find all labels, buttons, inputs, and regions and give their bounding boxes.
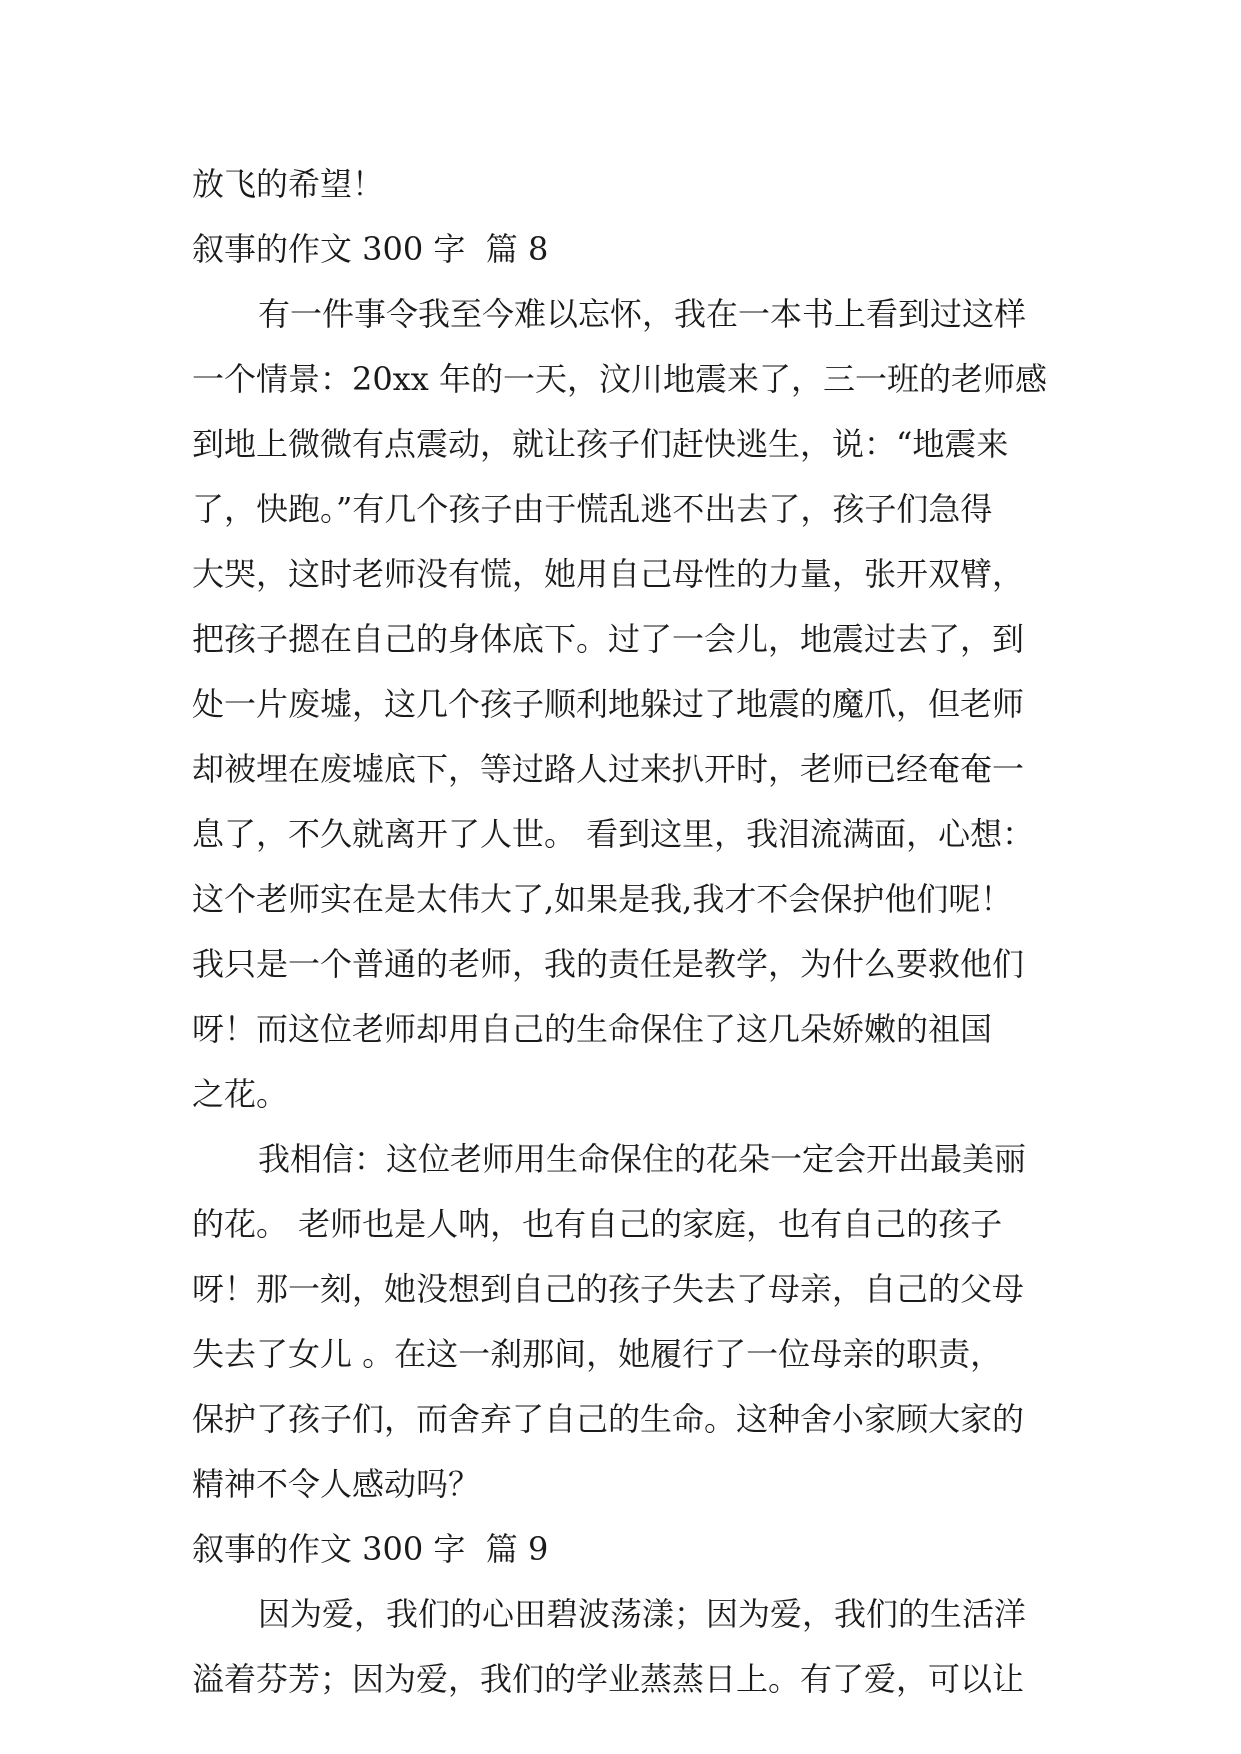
- text-line: 溢着芬芳；因为爱，我们的学业蒸蒸日上。有了爱，可以让: [192, 1660, 1025, 1698]
- text-line: 这个老师实在是太伟大了,如果是我,我才不会保护他们呢！: [192, 880, 1013, 918]
- text-line: 到地上微微有点震动，就让孩子们赶快逃生，说：“地震来: [192, 425, 1009, 463]
- text-line: 失去了女儿 。在这一刹那间，她履行了一位母亲的职责，: [192, 1335, 1003, 1373]
- text-line: 大哭，这时老师没有慌，她用自己母性的力量，张开双臂，: [192, 555, 1025, 593]
- text-line: 息了，不久就离开了人世。 看到这里，我泪流满面，心想：: [192, 815, 1035, 853]
- text-line: 放飞的希望！: [192, 165, 385, 203]
- paragraph-first-line: 我相信：这位老师用生命保住的花朵一定会开出最美丽: [258, 1140, 1027, 1178]
- document-body: [192, 152, 1052, 1712]
- section-heading: 叙事的作文 300 字 篇 9: [192, 1530, 549, 1568]
- paragraph-first-line: 因为爱，我们的心田碧波荡漾；因为爱，我们的生活洋: [258, 1595, 1027, 1633]
- text-line: 一个情景：20xx 年的一天，汶川地震来了，三一班的老师感: [192, 360, 1047, 398]
- text-line: 精神不令人感动吗？: [192, 1465, 481, 1503]
- text-line: 之花。: [192, 1075, 289, 1113]
- text-line: 把孩子摁在自己的身体底下。过了一会儿，地震过去了，到: [192, 620, 1025, 658]
- text-line: 处一片废墟，这几个孩子顺利地躲过了地震的魔爪，但老师: [192, 685, 1025, 723]
- text-line: 却被埋在废墟底下，等过路人过来扒开时，老师已经奄奄一: [192, 750, 1025, 788]
- text-line: 的花。 老师也是人呐，也有自己的家庭，也有自己的孩子: [192, 1205, 1003, 1243]
- paragraph-first-line: 有一件事令我至今难以忘怀，我在一本书上看到过这样: [258, 295, 1027, 333]
- text-line: 保护了孩子们，而舍弃了自己的生命。这种舍小家顾大家的: [192, 1400, 1025, 1438]
- text-line: 呀！那一刻，她没想到自己的孩子失去了母亲，自己的父母: [192, 1270, 1025, 1308]
- text-line: 了，快跑。”有几个孩子由于慌乱逃不出去了，孩子们急得: [192, 490, 993, 528]
- text-line: 我只是一个普通的老师，我的责任是教学，为什么要救他们: [192, 945, 1025, 983]
- text-line: 呀！而这位老师却用自己的生命保住了这几朵娇嫩的祖国: [192, 1010, 993, 1048]
- section-heading: 叙事的作文 300 字 篇 8: [192, 230, 549, 268]
